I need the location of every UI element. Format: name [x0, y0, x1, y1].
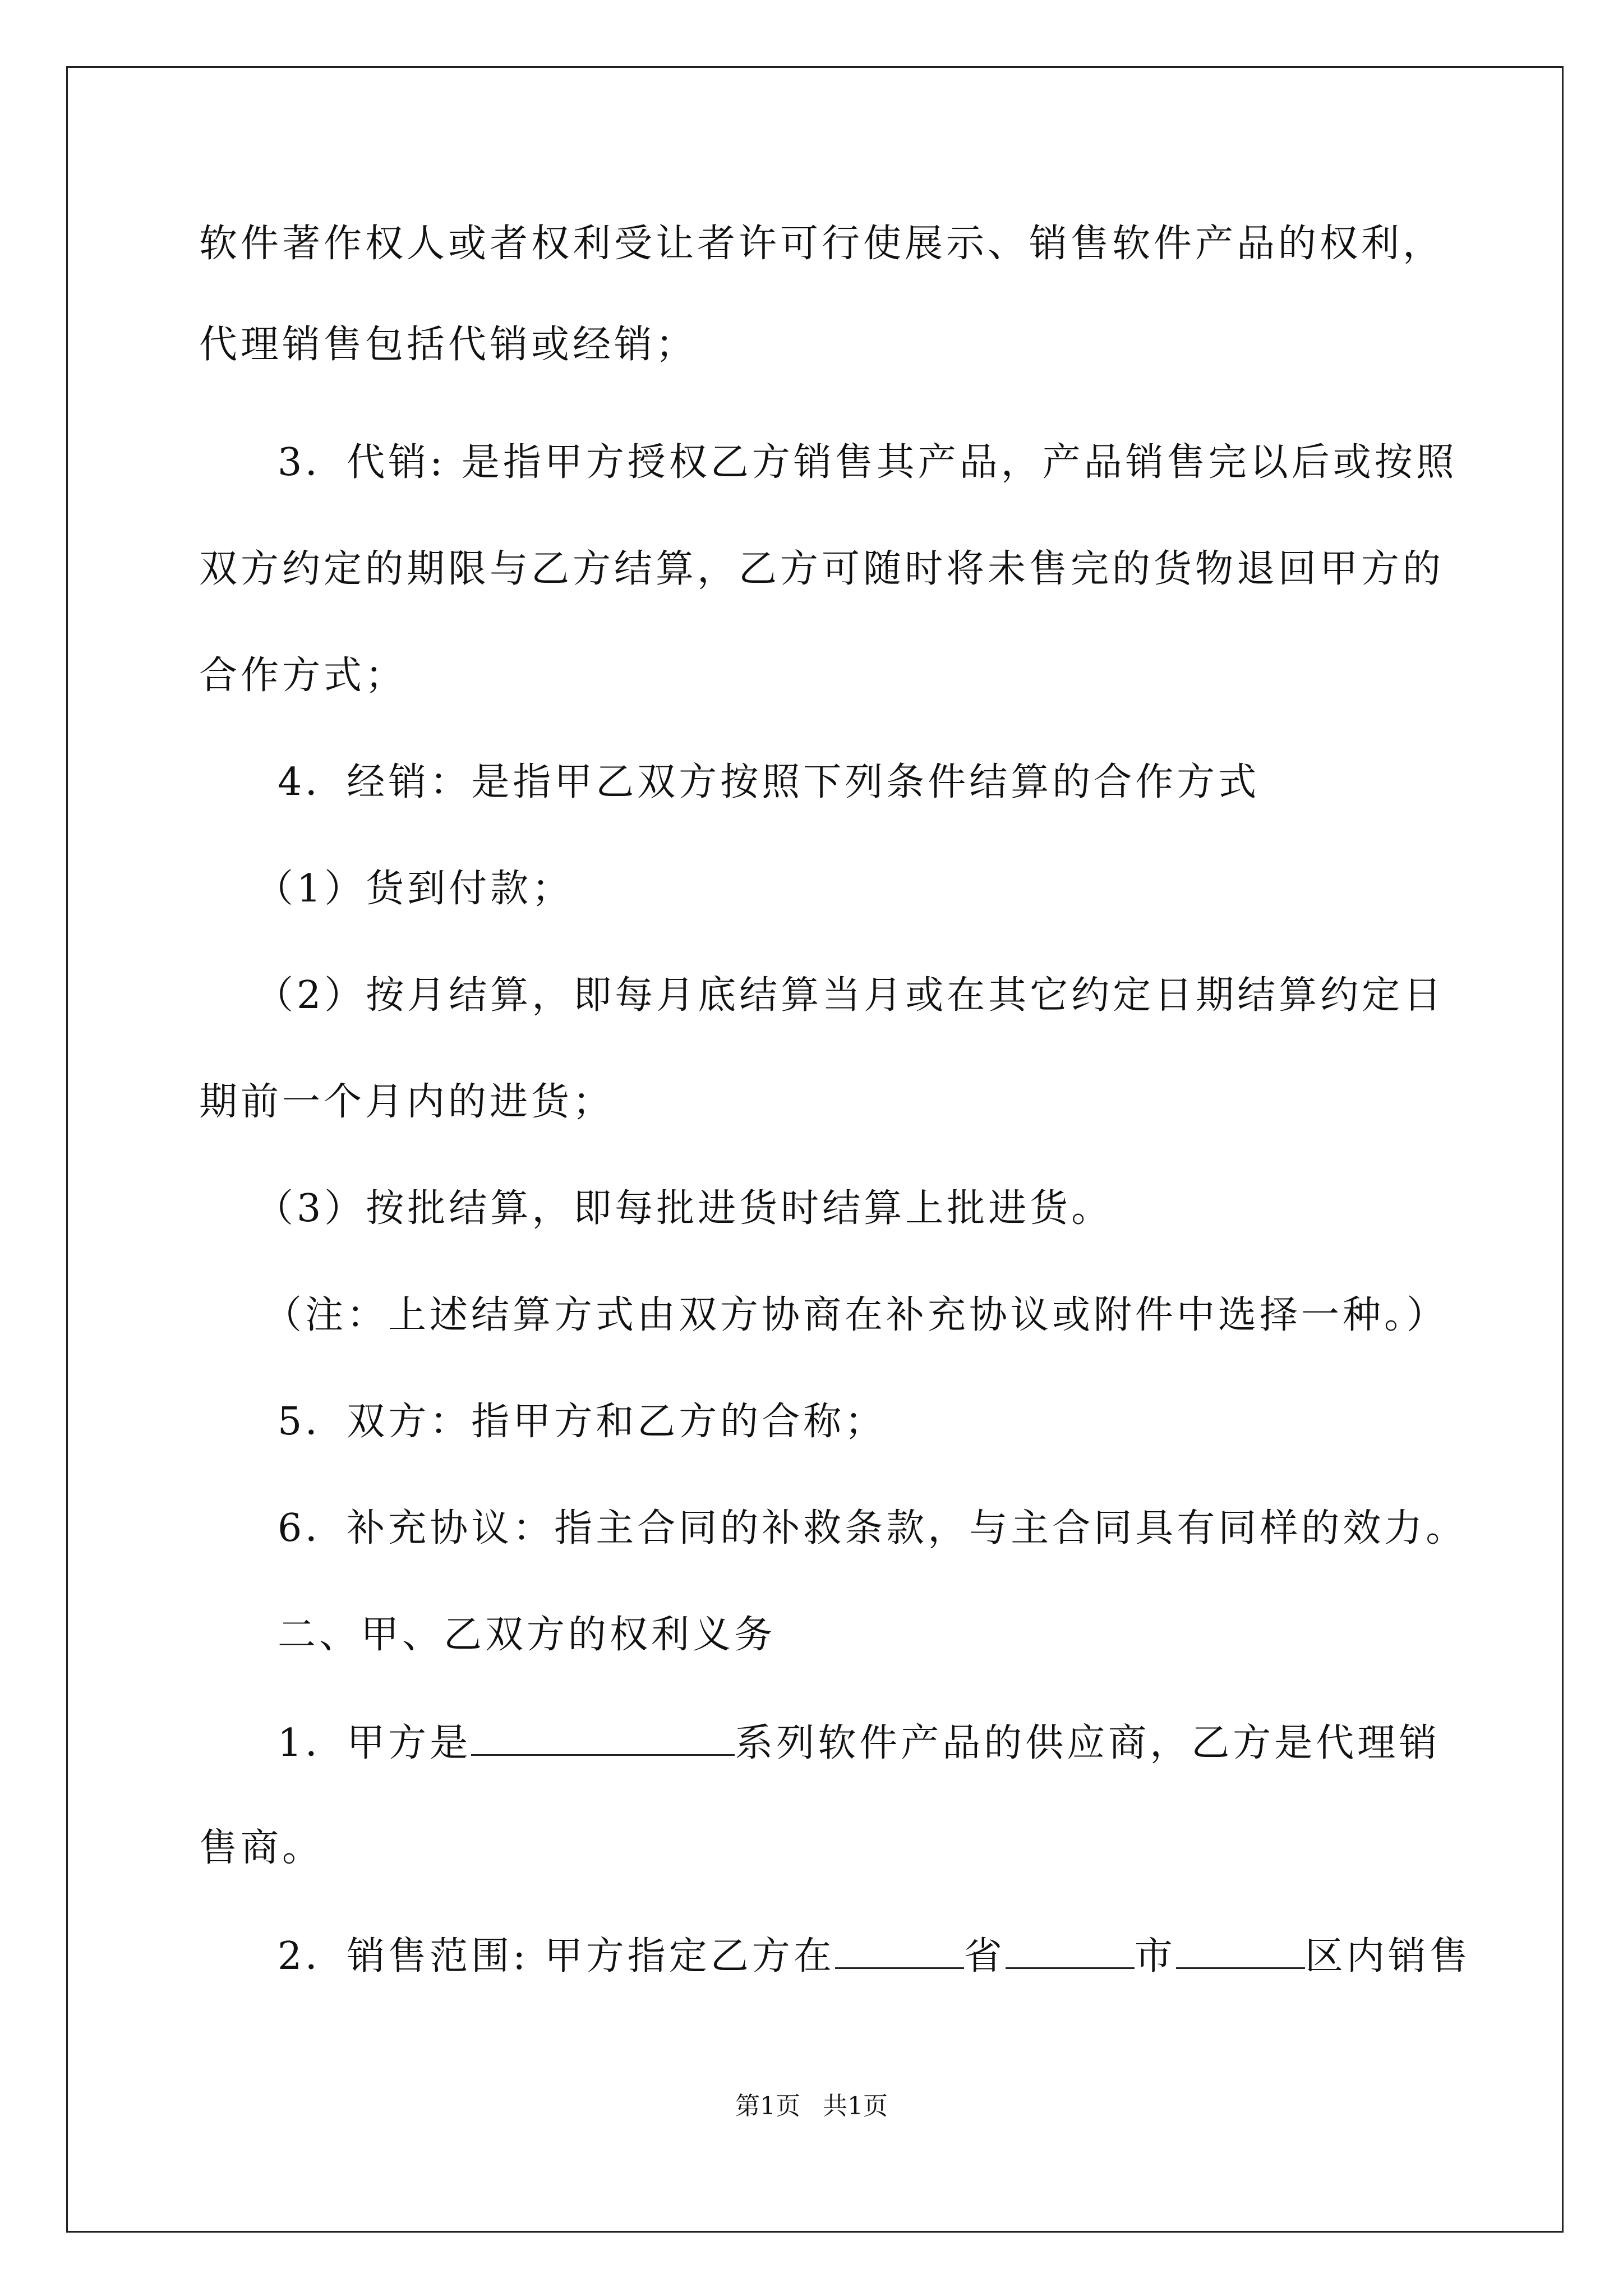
city-blank[interactable]: [1006, 1932, 1135, 1969]
page-number: 第1页: [735, 2092, 800, 2120]
obligation-clause-2: [278, 1932, 1471, 1979]
settlement-option-2-line-2: 期前一个月内的进货；: [199, 1080, 615, 1124]
settlement-note: （注：上述结算方式由双方协商在补充协议或附件中选择一种。）: [264, 1293, 1449, 1337]
clause-4-heading: 4．经销：是指甲乙双方按照下列条件结算的合作方式: [278, 760, 1260, 804]
obligation-clause-1-suffix: 系列软件产品的供应商，乙方是代理销: [735, 1721, 1441, 1765]
text-line-2: 代理销售包括代销或经销；: [199, 323, 698, 367]
province-label: 省: [963, 1934, 1006, 1978]
text-line-1: 软件著作权人或者权利受让者许可行使展示、销售软件产品的权利，: [199, 222, 1445, 266]
district-blank[interactable]: [1176, 1932, 1305, 1969]
settlement-option-3: （3）按批结算，即每批进货时结算上批进货。: [255, 1186, 1113, 1231]
settlement-option-1: （1）货到付款；: [255, 867, 574, 911]
clause-5: 5．双方：指甲方和乙方的合称；: [278, 1400, 887, 1444]
city-label: 市: [1134, 1934, 1176, 1978]
clause-6: 6．补充协议：指主合同的补救条款，与主合同具有同样的效力。: [278, 1506, 1468, 1550]
page-footer: [0, 2090, 1623, 2123]
clause-3-line-2: 双方约定的期限与乙方结算，乙方可随时将未售完的货物退回甲方的: [199, 547, 1445, 591]
settlement-option-2-line-1: （2）按月结算，即每月底结算当月或在其它约定日期结算约定日: [255, 973, 1445, 1018]
clause-3-line-1: 3．代销: 是指甲方授权乙方销售其产品，产品销售完以后或按照: [278, 440, 1458, 485]
product-series-blank[interactable]: [471, 1719, 735, 1756]
sales-scope-prefix: 2．销售范围: 甲方指定乙方在: [278, 1934, 835, 1978]
clause-3-line-3: 合作方式；: [199, 654, 407, 698]
obligation-clause-1-line-2: 售商。: [199, 1826, 324, 1870]
section-2-heading: 二、甲、乙双方的权利义务: [278, 1613, 776, 1657]
page-total: 共1页: [823, 2092, 888, 2120]
obligation-clause-1-line-1: [278, 1719, 1440, 1766]
obligation-clause-1-prefix: 1．甲方是: [278, 1721, 472, 1765]
page-frame: [66, 66, 1564, 2233]
district-label: 区内销售: [1304, 1934, 1471, 1978]
province-blank[interactable]: [835, 1932, 964, 1969]
